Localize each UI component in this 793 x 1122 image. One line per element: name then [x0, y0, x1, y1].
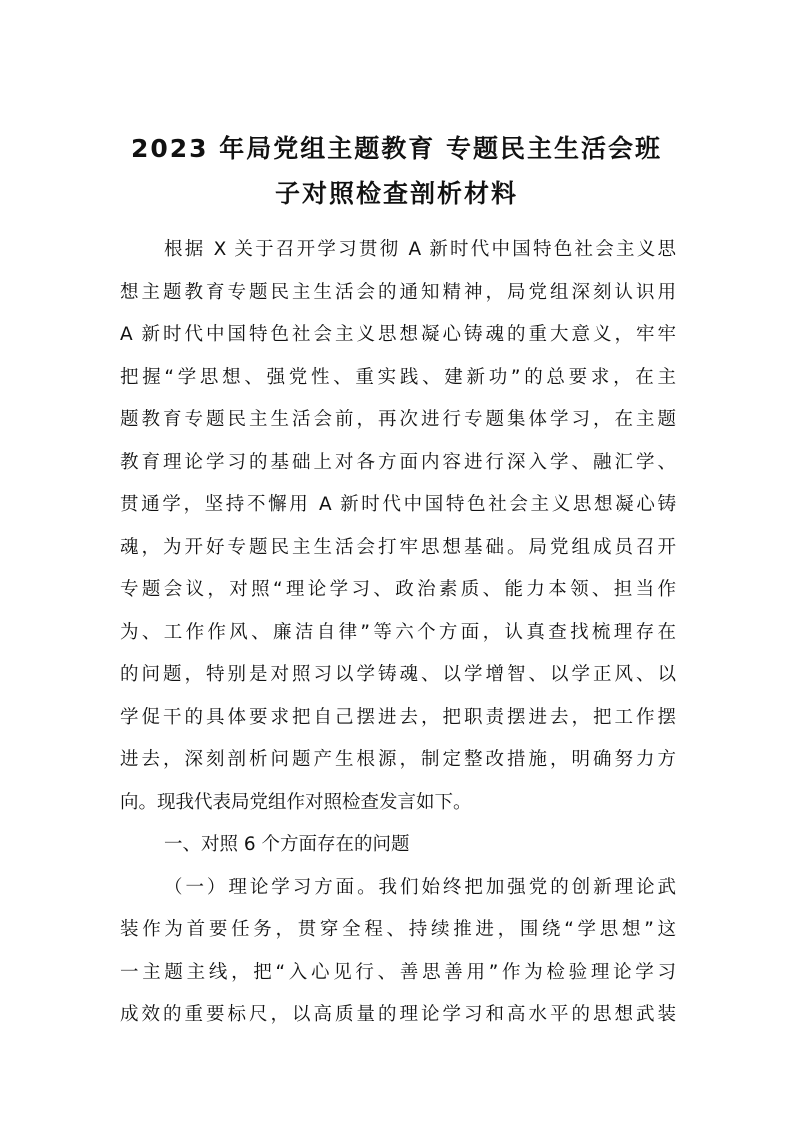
body-text-line: （一）理论学习方面。我们始终把加强党的创新理论武 [164, 876, 676, 898]
body-text-line: 贯通学，坚持不懈用 A 新时代中国特色社会主义思想凝心铸 [120, 494, 676, 515]
body-text-line: 魂，为开好专题民主生活会打牢思想基础。局党组成员召开 [120, 536, 676, 558]
body-text-line: 进去，深刻剖析问题产生根源，制定整改措施，明确努力方 [120, 749, 676, 770]
body-text-line: 向。现我代表局党组作对照检查发言如下。 [120, 791, 472, 813]
body-text-line: A 新时代中国特色社会主义思想凝心铸魂的重大意义，牢牢 [120, 324, 676, 345]
body-text-line: 学促干的具体要求把自己摆进去，把职责摆进去，把工作摆 [120, 706, 676, 728]
body-text-line: 装作为首要任务，贯穿全程、持续推进，围绕“学思想”这 [120, 919, 676, 940]
body-text-line: 一、对照 6 个方面存在的问题 [164, 834, 410, 855]
body-text-line: 题教育专题民主生活会前，再次进行专题集体学习，在主题 [120, 409, 676, 430]
body-text-line: 把握“学思想、强党性、重实践、建新功”的总要求，在主 [120, 366, 676, 388]
body-text-line: 成效的重要标尺，以高质量的理论学习和高水平的思想武装 [120, 1004, 676, 1025]
document-title-line-2: 子对照检查剖析材料 [274, 179, 518, 208]
body-text-line: 为、工作作风、廉洁自律”等六个方面，认真查找梳理存在 [120, 621, 676, 643]
body-text-line: 专题会议，对照“理论学习、政治素质、能力本领、担当作 [120, 579, 676, 600]
body-text-line: 的问题，特别是对照习以学铸魂、以学增智、以学正风、以 [120, 664, 676, 685]
document-body [120, 229, 676, 1037]
body-text-line: 一主题主线，把“入心见行、善思善用”作为检验理论学习 [120, 961, 676, 983]
body-text-line: 根据 X 关于召开学习贯彻 A 新时代中国特色社会主义思 [164, 239, 676, 260]
document-title-line-1: 2023 年局党组主题教育 专题民主生活会班 [131, 134, 662, 163]
body-text-line: 想主题教育专题民主生活会的通知精神，局党组深刻认识用 [120, 281, 676, 303]
body-text-line: 教育理论学习的基础上对各方面内容进行深入学、融汇学、 [120, 451, 676, 473]
